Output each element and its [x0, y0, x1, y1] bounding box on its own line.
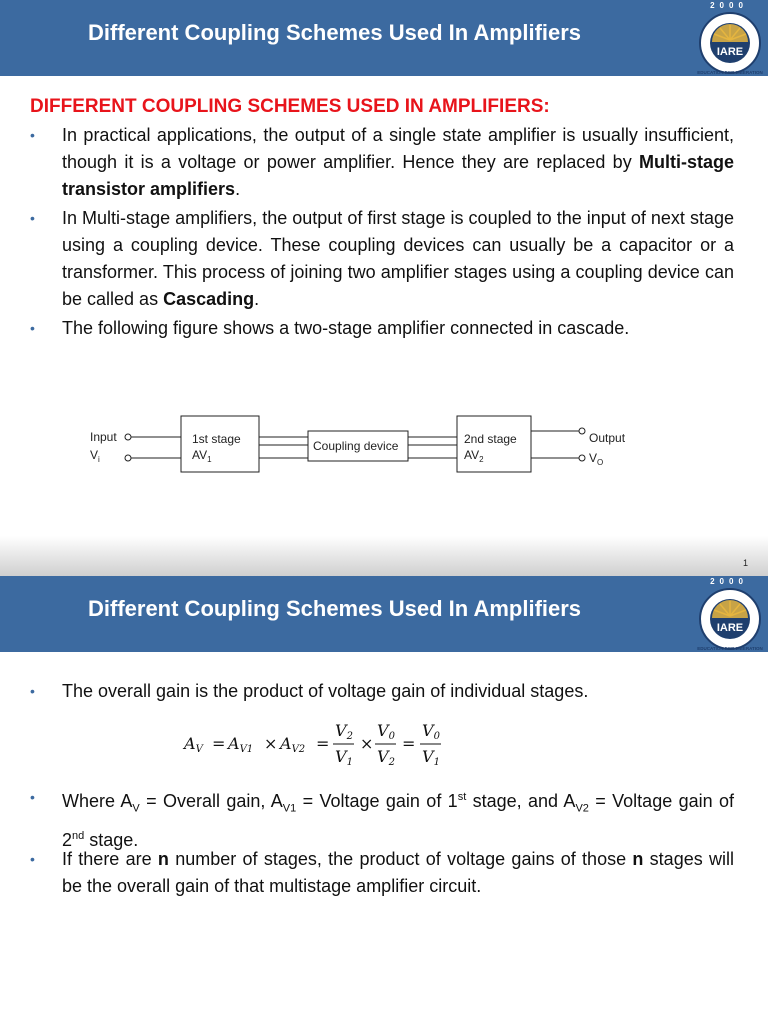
bullet-item: [30, 205, 734, 313]
svg-text:V0: V0: [422, 721, 440, 742]
iare-emblem-icon: [690, 0, 768, 76]
logo-ring-text: EDUCATION FOR LIBERATION: [697, 646, 763, 651]
bullet-item: [30, 678, 734, 707]
bullet-text: The following figure shows a two-stage amplifier connected in cascade.: [62, 318, 630, 338]
svg-text:V2: V2: [377, 747, 395, 768]
bullet-item: [30, 122, 734, 203]
input-label: Input: [90, 430, 117, 444]
svg-text:V0: V0: [377, 721, 395, 742]
bullet-icon: •: [30, 210, 35, 226]
header-title: Different Coupling Schemes Used In Amplifiers: [88, 596, 582, 621]
svg-text:=: =: [402, 734, 416, 753]
bullet-item: • If there are n number of stages, the product of voltage gains of those n stages will be the overall gain of that multistage amplifier circuit.: [30, 846, 734, 902]
bullet-text: In Multi-stage amplifiers, the output of first stage is coupled to the input of next stage using a coupling device. These coupling devices can usually be a capacitor or a transformer. This process of joining two amplifier stages using a coupling device can be called as: [62, 208, 734, 309]
bullet-bold-text: Multi-stage transistor amplifiers: [62, 152, 734, 199]
logo-year: 2000: [710, 1, 748, 10]
iare-emblem-icon: [690, 576, 768, 652]
slide-2: [0, 576, 768, 1024]
input-v: $V_i$: [90, 448, 100, 464]
bullet-icon: •: [30, 789, 35, 805]
logo-text: IARE: [716, 622, 744, 634]
bullet-text-end: .: [235, 179, 241, 199]
two-stage-amplifier-diagram: [84, 406, 644, 486]
slide-number: 1: [742, 558, 748, 568]
section-heading: DIFFERENT COUPLING SCHEMES USED IN AMPLIFIERS:: [30, 96, 550, 117]
overall-gain-formula: [182, 714, 482, 774]
output-label: Output: [589, 431, 626, 445]
logo-text: IARE: [716, 46, 744, 58]
iare-logo: [690, 0, 768, 76]
slide-header: [0, 576, 768, 652]
bullet-text: The overall gain is the product of voltage gain of individual stages.: [62, 681, 589, 701]
stage-1-label: 1st stage: [192, 432, 241, 446]
header-title: Different Coupling Schemes Used In Amplifiers: [88, 20, 582, 45]
bullet-text-end: .: [254, 289, 260, 309]
bullet-icon: •: [30, 683, 35, 699]
bullet-bold-text: Cascading: [163, 289, 255, 309]
logo-ring-text: EDUCATION FOR LIBERATION: [697, 70, 763, 75]
svg-text:AV2: AV2: [280, 734, 306, 755]
stage-1-gain: $AV_1$: [192, 448, 212, 464]
slide-footer-shade: [0, 536, 768, 576]
svg-text:=: =: [212, 734, 226, 753]
svg-text:AV1: AV1: [228, 734, 254, 755]
bullet-item: • Where $A_V$ = Overall gain, $A_{V1}$ = Voltage gain of 1st stage, and $A_{V2}$ = Voltage gain of 2nd stage.: [30, 784, 734, 856]
bullet-icon: •: [30, 127, 35, 143]
svg-text:V1: V1: [422, 747, 440, 768]
bullet-text: In practical applications, the output of a single state amplifier is usually insufficient, though it is a voltage or power amplifier. Hence they are replaced by: [62, 125, 734, 172]
stage-2-label: 2nd stage: [464, 432, 517, 446]
svg-text:AV: AV: [184, 734, 203, 755]
stage-2-gain: $AV_2$: [464, 448, 484, 464]
logo-year: 2000: [710, 577, 748, 586]
output-v: $V_O$: [589, 451, 604, 467]
svg-text:×: ×: [360, 734, 374, 753]
svg-text:V1: V1: [335, 747, 353, 768]
svg-text:=: =: [316, 734, 330, 753]
svg-text:×: ×: [264, 734, 278, 753]
coupling-device-label: Coupling device: [313, 439, 399, 453]
bullet-icon: •: [30, 320, 35, 336]
slide-1-content: [30, 96, 734, 344]
slide-header: [0, 0, 768, 76]
bullet-item: [30, 315, 734, 342]
iare-logo: [690, 576, 768, 652]
svg-text:V2: V2: [335, 721, 353, 742]
bullet-icon: •: [30, 851, 35, 867]
